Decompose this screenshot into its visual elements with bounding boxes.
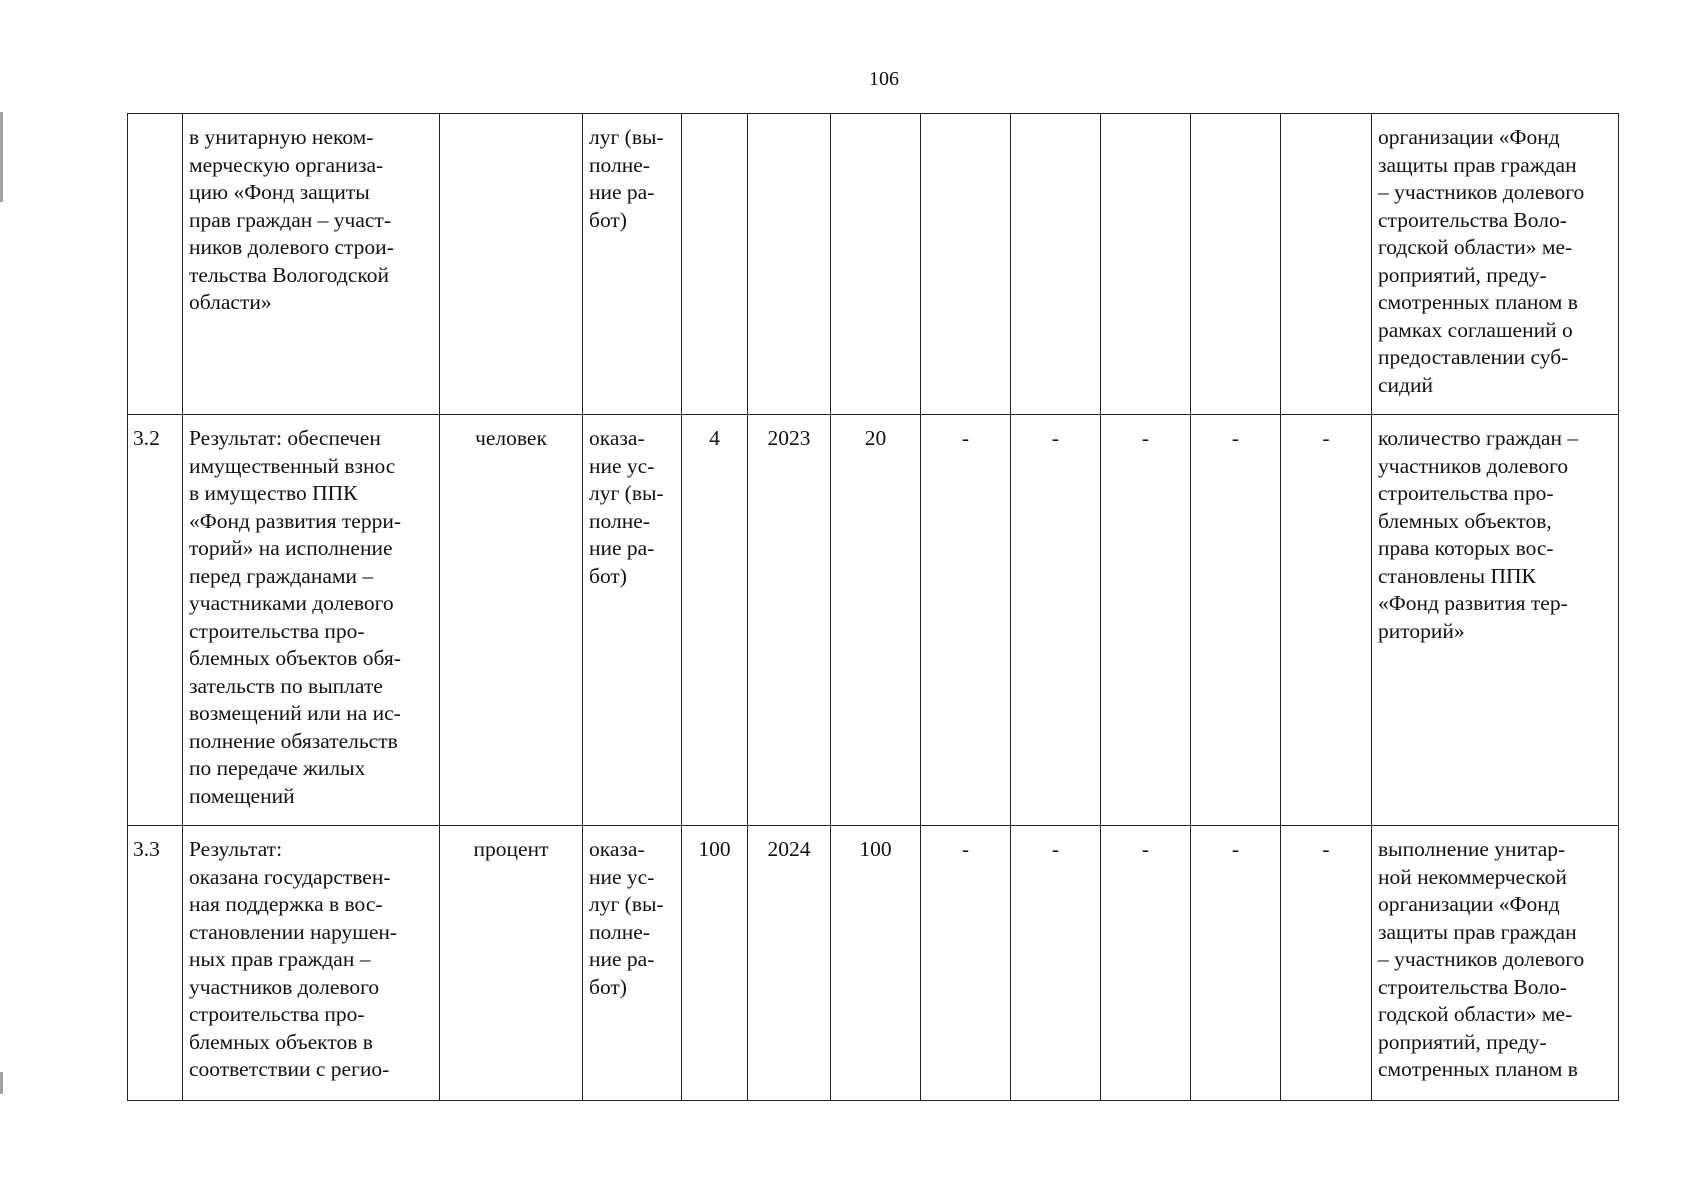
year-value-cell xyxy=(1191,114,1281,415)
unit-cell: человек xyxy=(440,415,583,826)
note-cell: количество граждан – участников долевого строительства про- блемных объектов, права которых вос- становлены ППК «Фонд развития тер- риторий» xyxy=(1372,415,1619,826)
base-year-cell xyxy=(748,114,831,415)
year-value-cell: - xyxy=(1281,826,1372,1101)
result-type-cell: луг (вы- полне- ние ра- бот) xyxy=(583,114,682,415)
table-row xyxy=(128,114,1619,415)
result-name-cell: Результат: обеспечен имущественный взнос в имущество ППК «Фонд развития терри- торий» на исполнение перед гражданами – участниками долевого строительства про- блемных объектов обя- зательств по выплате возмещений или на ис- полнение обязательств по передаче жилых помещений xyxy=(183,415,440,826)
note-cell: организации «Фонд защиты прав граждан – участников долевого строительства Воло- годской области» ме- роприятий, преду- смотренных планом в рамках соглашений о предоставлении суб- сидий xyxy=(1372,114,1619,415)
year-value-cell xyxy=(1101,114,1191,415)
table-row xyxy=(128,415,1619,826)
result-type-cell: оказа- ние ус- луг (вы- полне- ние ра- бот) xyxy=(583,415,682,826)
year-value-cell xyxy=(921,114,1011,415)
row-number-cell xyxy=(128,114,183,415)
year-value-cell xyxy=(831,114,921,415)
table-row xyxy=(128,826,1619,1101)
year-value-cell: - xyxy=(921,826,1011,1101)
scan-margin-mark xyxy=(0,1072,3,1094)
unit-cell xyxy=(440,114,583,415)
year-value-cell xyxy=(1011,114,1101,415)
page-number: 106 xyxy=(869,68,899,90)
year-value-cell: - xyxy=(1101,415,1191,826)
row-number-cell: 3.3 xyxy=(128,826,183,1101)
year-value-cell: 20 xyxy=(831,415,921,826)
year-value-cell: - xyxy=(921,415,1011,826)
indicators-table xyxy=(127,113,1619,1101)
base-year-cell: 2024 xyxy=(748,826,831,1101)
year-value-cell xyxy=(1281,114,1372,415)
result-name-cell: в унитарную неком- мерческую организа- цию «Фонд защиты прав граждан – участ- ников долевого строи- тельства Вологодской области» xyxy=(183,114,440,415)
base-value-cell: 100 xyxy=(682,826,748,1101)
base-value-cell: 4 xyxy=(682,415,748,826)
result-type-cell: оказа- ние ус- луг (вы- полне- ние ра- бот) xyxy=(583,826,682,1101)
year-value-cell: - xyxy=(1011,826,1101,1101)
year-value-cell: - xyxy=(1101,826,1191,1101)
year-value-cell: - xyxy=(1011,415,1101,826)
note-cell: выполнение унитар- ной некоммерческой организации «Фонд защиты прав граждан – участников долевого строительства Воло- годской области» ме- роприятий, преду- смотренных планом в xyxy=(1372,826,1619,1101)
scan-margin-mark xyxy=(0,112,3,202)
year-value-cell: - xyxy=(1191,415,1281,826)
unit-cell: процент xyxy=(440,826,583,1101)
year-value-cell: - xyxy=(1281,415,1372,826)
year-value-cell: 100 xyxy=(831,826,921,1101)
row-number-cell: 3.2 xyxy=(128,415,183,826)
base-value-cell xyxy=(682,114,748,415)
year-value-cell: - xyxy=(1191,826,1281,1101)
result-name-cell: Результат: оказана государствен- ная поддержка в вос- становлении нарушен- ных прав граждан – участников долевого строительства про- блемных объектов в соответствии с регио- xyxy=(183,826,440,1101)
base-year-cell: 2023 xyxy=(748,415,831,826)
